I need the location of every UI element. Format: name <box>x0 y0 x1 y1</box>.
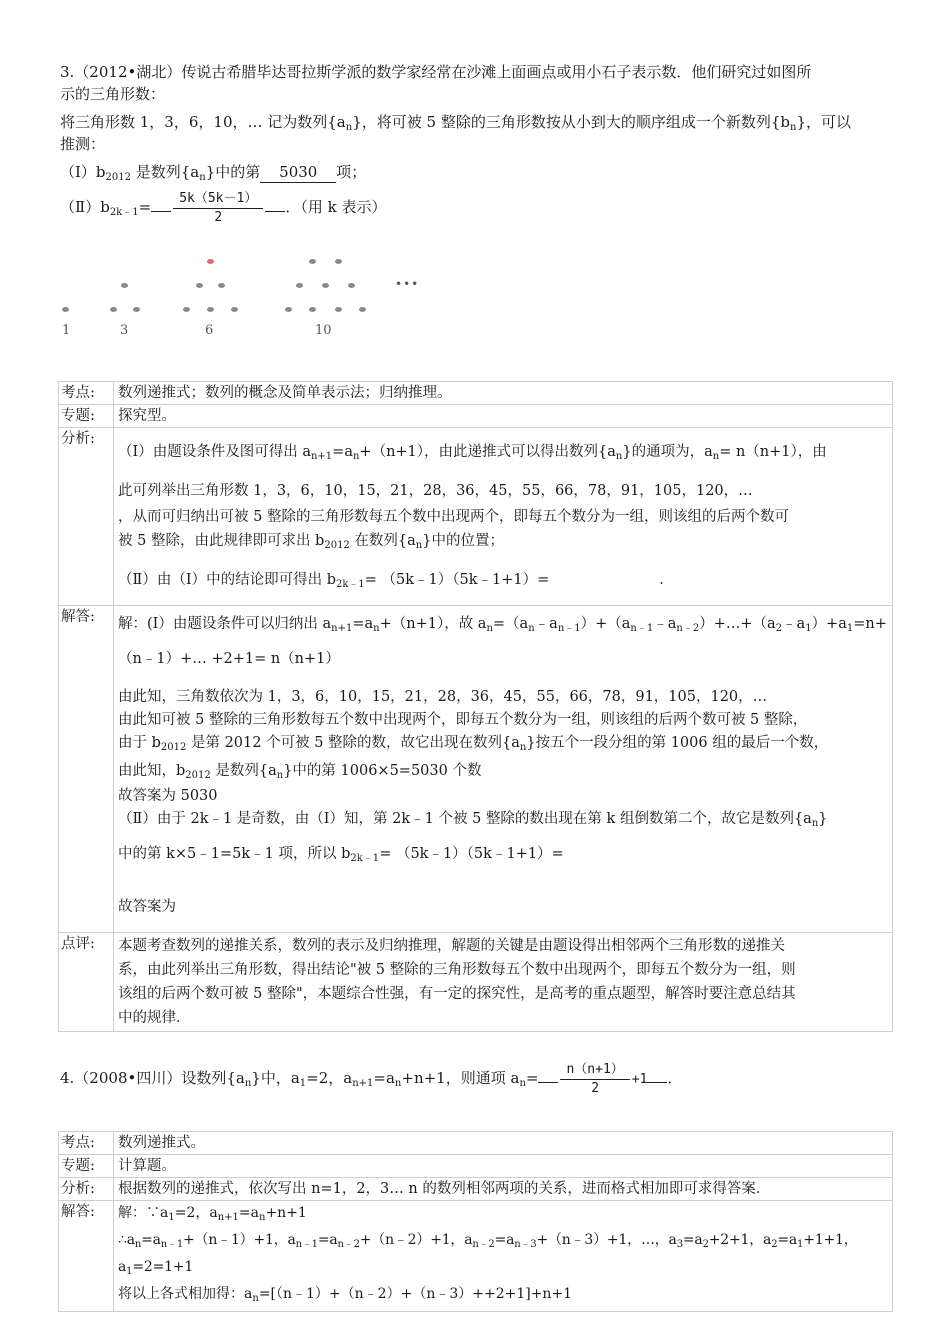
q3-part2-fraction: $\frac{5k(5k-1)}{2}$ <box>173 190 263 227</box>
dot <box>309 307 316 312</box>
dot <box>133 307 140 312</box>
label-zhuanti: 专题: <box>59 1155 114 1178</box>
dot <box>218 283 225 288</box>
dot <box>183 307 190 312</box>
zhuanti-value: 探究型。 <box>114 405 893 428</box>
dot <box>309 259 316 264</box>
dot <box>207 307 214 312</box>
zhuanti-value: 计算题。 <box>114 1155 893 1178</box>
figure-label: 1 <box>62 323 71 338</box>
q3-statement: 将三角形数 1，3，6，10，… 记为数列$\{a_n\}$，将可被 5 整除的三角形数按从小到大的顺序组成一个新数列$\{b_n\}$，可以 <box>60 113 851 133</box>
q4-answer-fraction: $\frac{n(n+1)}{2}$ <box>560 1061 629 1098</box>
figure-ellipsis: ••• <box>395 277 420 291</box>
label-fenxi: 分析: <box>59 428 114 606</box>
triangular-numbers-figure <box>55 245 435 345</box>
label-fenxi: 分析: <box>59 1178 114 1201</box>
figure-label: 3 <box>120 323 129 338</box>
q4-analysis-table <box>58 1131 893 1312</box>
label-zhuanti: 专题: <box>59 405 114 428</box>
dot <box>322 283 329 288</box>
dot <box>335 259 342 264</box>
dot <box>110 307 117 312</box>
label-jieda: 解答: <box>59 1201 114 1312</box>
fenxi-content: （Ⅰ）由题设条件及图可得出 $a_{n+1}=a_n+(n+1)$，由此递推式可以得出数列$\{a_n\}$的通项为，$a_n= n(n+1)$，由 此可列举出三角形数 1，3，6，10，15，21，28，36，45，55，66，78，91，105，120，… ，从而可归纳出可被 5 整除的三角形数每五个数中出现两个，即每五个数分为一组，则该组的后两个数可 被 5 整除，由此规律即可求出 $b_{2012}$ 在数列$\{a_n\}$中的位置； （Ⅱ）由（Ⅰ）中的结论即可得出 $b_{2k﹣1}=$ （5k﹣1）（5k﹣1+1）= ． <box>114 428 893 606</box>
dot <box>335 307 342 312</box>
dot <box>296 283 303 288</box>
dot <box>121 283 128 288</box>
dot <box>231 307 238 312</box>
jieda-content: 解：(Ⅰ）由题设条件可以归纳出 $a_{n+1}=a_n+(n+1)$，故 $a_n=(a_n﹣a_{n﹣1})+(a_{n﹣1}﹣a_{n﹣2})+\dots+(a_2﹣a_1)+a_1=n+$ （n﹣1）+… +2+1= n（n+1） 由此知，三角数依次为 1，3，6，10，15，21，28，36，45，55，66，78，91，105，120，… 由此知可被 5 整除的三角形数每五个数中出现两个，即每五个数分为一组，则该组的后两个数可被 5 整除， 由于 $b_{2012}$ 是第 2012 个可被 5 整除的数，故它出现在数列$\{a_n\}$按五个一段分组的第 1006 组的最后一个数， 由此知，$b_{2012}$ 是数列$\{a_n\}$中的第 1006×5=5030 个数 故答案为 5030 （Ⅱ）由于 2k﹣1 是奇数，由（Ⅰ）知，第 2k﹣1 个被 5 整除的数出现在第 k 组倒数第二个，故它是数列$\{a_n\}$ 中的第 k×5﹣1=5k﹣1 项，所以 $b_{2k﹣1}=$ （5k﹣1）（5k﹣1+1）= 故答案为 <box>114 606 893 933</box>
figure-label: 6 <box>205 323 214 338</box>
dot <box>196 283 203 288</box>
label-kaodian: 考点: <box>59 382 114 405</box>
label-jieda: 解答: <box>59 606 114 933</box>
figure-label: 10 <box>315 323 332 338</box>
dot <box>348 283 355 288</box>
dianping-content: 本题考查数列的递推关系，数列的表示及归纳推理，解题的关键是由题设得出相邻两个三角形数的递推关 系，由此列举出三角形数，得出结论"被 5 整除的三角形数每五个数中出现两个，即每五个数分为一组，则 该组的后两个数可被 5 整除"，本题综合性强，有一定的探究性，是高考的重点题型，解答时要注意总结其 中的规律． <box>114 933 893 1032</box>
dot <box>285 307 292 312</box>
jieda-content: 解：$\because a_1=2$，$a_{n+1}=a_n+n+1$ $\therefore a_n=a_{n﹣1}+(n﹣1)+1$，$a_{n﹣1}=a_{n﹣2}+(n﹣2)+1$，$a_{n﹣2}=a_{n﹣3}+(n﹣3)+1$，…，$a_3=a_2+2+1$，$a_2=a_1+1+1$，$a_1=2=1+1$ 将以上各式相加得：$a_n=[(n﹣1)+(n﹣2)+(n﹣3)++2+1]+n+1$ <box>114 1201 893 1312</box>
kaodian-value: 数列递推式；数列的概念及简单表示法；归纳推理。 <box>114 382 893 405</box>
label-kaodian: 考点: <box>59 1132 114 1155</box>
dot <box>359 307 366 312</box>
q3-title-line2: 示的三角形数： <box>60 85 166 103</box>
dot <box>207 259 214 264</box>
q3-part1-answer: 5030 <box>260 162 336 183</box>
dot <box>62 307 69 312</box>
q3-statement-cont: 推测： <box>60 135 106 153</box>
fenxi-value: 根据数列的递推式，依次写出 n=1，2，3… n 的数列相邻两项的关系，进而格式相加即可求得答案． <box>114 1178 893 1201</box>
q4-statement: 4.（2008•四川）设数列$\{a_n\}$中，$a_1=2$，$a_{n+1}=a_n+n+1$，则通项 $a_n=$ $\frac{n(n+1)}{2}$ +1 ． <box>60 1061 683 1096</box>
q3-title-line1: 3.（2012•湖北）传说古希腊毕达哥拉斯学派的数学家经常在沙滩上面画点或用小石子表示数．他们研究过如图所 <box>60 63 812 81</box>
q3-part2: $(Ⅱ)b_{2k﹣1}=$ $\frac{5k(5k-1)}{2}$ ．（用 k 表示） <box>60 190 387 225</box>
kaodian-value: 数列递推式。 <box>114 1132 893 1155</box>
q3-part1: $(Ⅰ)b_{2012}$ 是数列$\{a_n\}$中的第 5030 项； <box>60 163 367 183</box>
label-dianping: 点评: <box>59 933 114 1032</box>
q3-analysis-table <box>58 381 893 1032</box>
